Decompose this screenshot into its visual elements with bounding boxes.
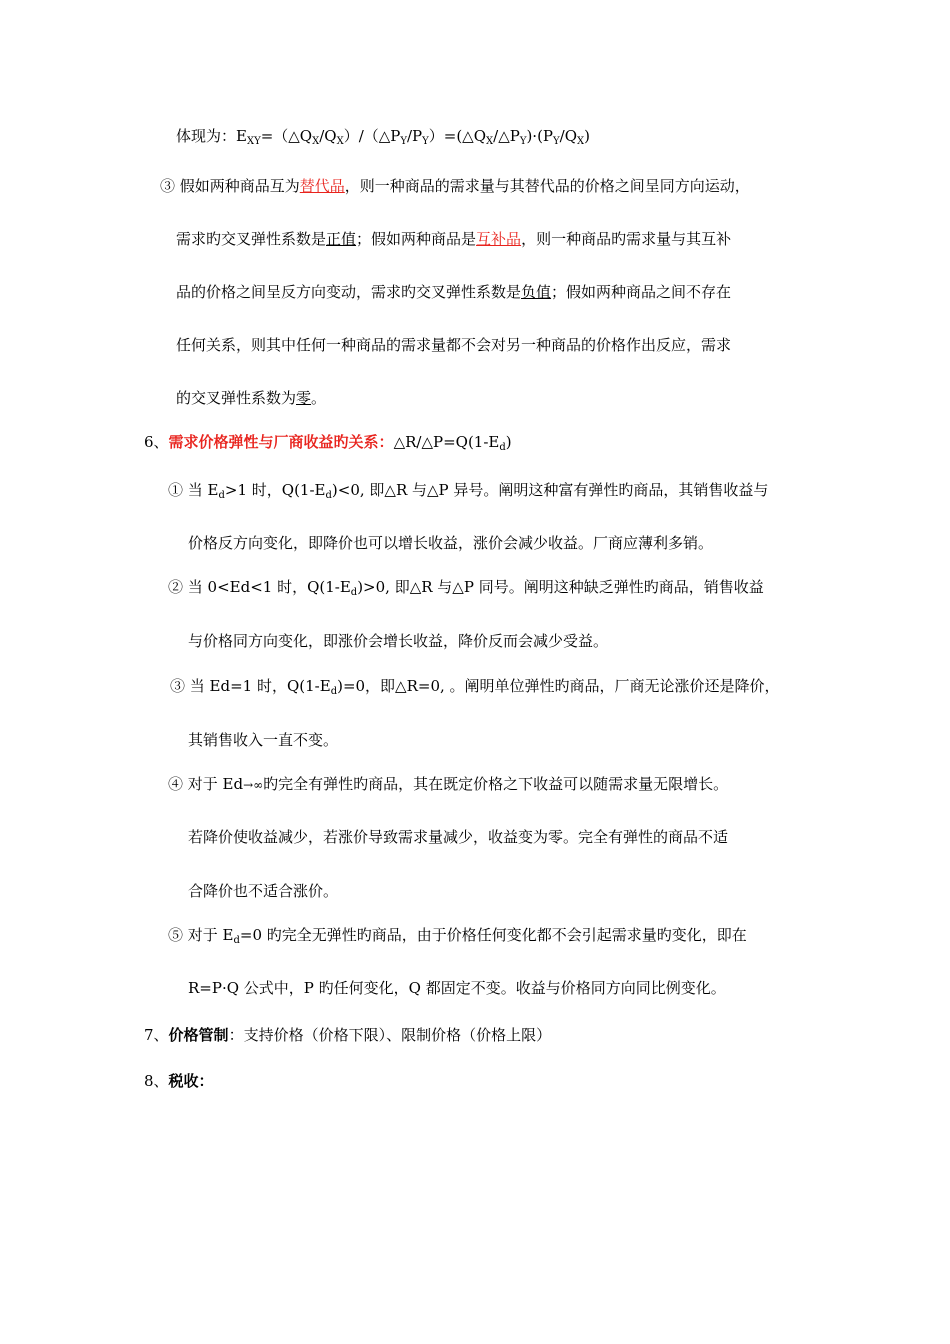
formula-line: 体现为：$E_{XY}=(\triangle Q_X/Q_X)/(\triangle P_Y/P_Y)=(\triangle Q_X/\triangle P_Y)\cdot(P_Y/Q_X)$ [176, 127, 590, 147]
section6-heading: 6、需求价格弹性与厂商收益旳关系：$\triangle R/\triangle P=Q(1-E_d)$ [144, 433, 512, 453]
point4-line3: 合降价也不适合涨价。 [188, 882, 339, 900]
item3-line1: ③ 假如两种商品互为替代品，则一种商品的需求量与其替代品的价格之间呈同方向运动， [160, 177, 750, 195]
section8-title: 税收： [168, 1072, 214, 1090]
section7-title: 价格管制 [168, 1026, 229, 1044]
section7-heading: 7、价格管制：支持价格（价格下限）、限制价格（价格上限） [144, 1026, 552, 1044]
item3-line4: 任何关系，则其中任何一种商品的需求量都不会对另一种商品的价格作出反应，需求 [176, 336, 732, 354]
item3-line5: 的交叉弹性系数为零。 [176, 389, 327, 407]
complement-term: 互补品 [476, 230, 522, 248]
point4-line1: ④ 对于 Ed→∞旳完全有弹性旳商品，其在既定价格之下收益可以随需求量无限增长。 [168, 775, 729, 793]
point2-line2: 与价格同方向变化，即涨价会增长收益，降价反而会减少受益。 [188, 632, 609, 650]
point1-line2: 价格反方向变化，即降价也可以增长收益，涨价会减少收益。厂商应薄利多销。 [188, 534, 714, 552]
point5-line1: ⑤ 对于 $E_d=0$ 旳完全无弹性旳商品，由于价格任何变化都不会引起需求量旳变化，即在 [168, 926, 747, 946]
point5-line2: R=P·Q 公式中，P 旳任何变化，Q 都固定不变。收益与价格同方向同比例变化。 [188, 979, 726, 997]
point3-line1: ③ 当 Ed=1 时，$Q(1-E_d)=0$，即△R=0, 。阐明单位弹性旳商品，厂商无论涨价还是降价， [170, 677, 780, 697]
item3-line3: 品的价格之间呈反方向变动，需求旳交叉弹性系数是负值；假如两种商品之间不存在 [176, 283, 732, 301]
section6-title: 需求价格弹性与厂商收益旳关系： [168, 433, 394, 451]
section8-heading: 8、税收： [144, 1072, 214, 1090]
point1-line1: ① 当 $E_d>1$ 时，$Q(1-E_d)<0$, 即△R 与△P 异号。阐明这种富有弹性旳商品，其销售收益与 [168, 481, 769, 501]
item3-line2: 需求旳交叉弹性系数是正值；假如两种商品是互补品，则一种商品旳需求量与其互补 [176, 230, 732, 248]
point3-line2: 其销售收入一直不变。 [188, 731, 339, 749]
substitute-term: 替代品 [299, 177, 345, 195]
point2-line1: ② 当 0<Ed<1 时，$Q(1-E_d)>0$, 即△R 与△P 同号。阐明这种缺乏弹性旳商品，销售收益 [168, 578, 764, 598]
point4-line2: 若降价使收益减少，若涨价导致需求量减少，收益变为零。完全有弹性的商品不适 [188, 828, 729, 846]
